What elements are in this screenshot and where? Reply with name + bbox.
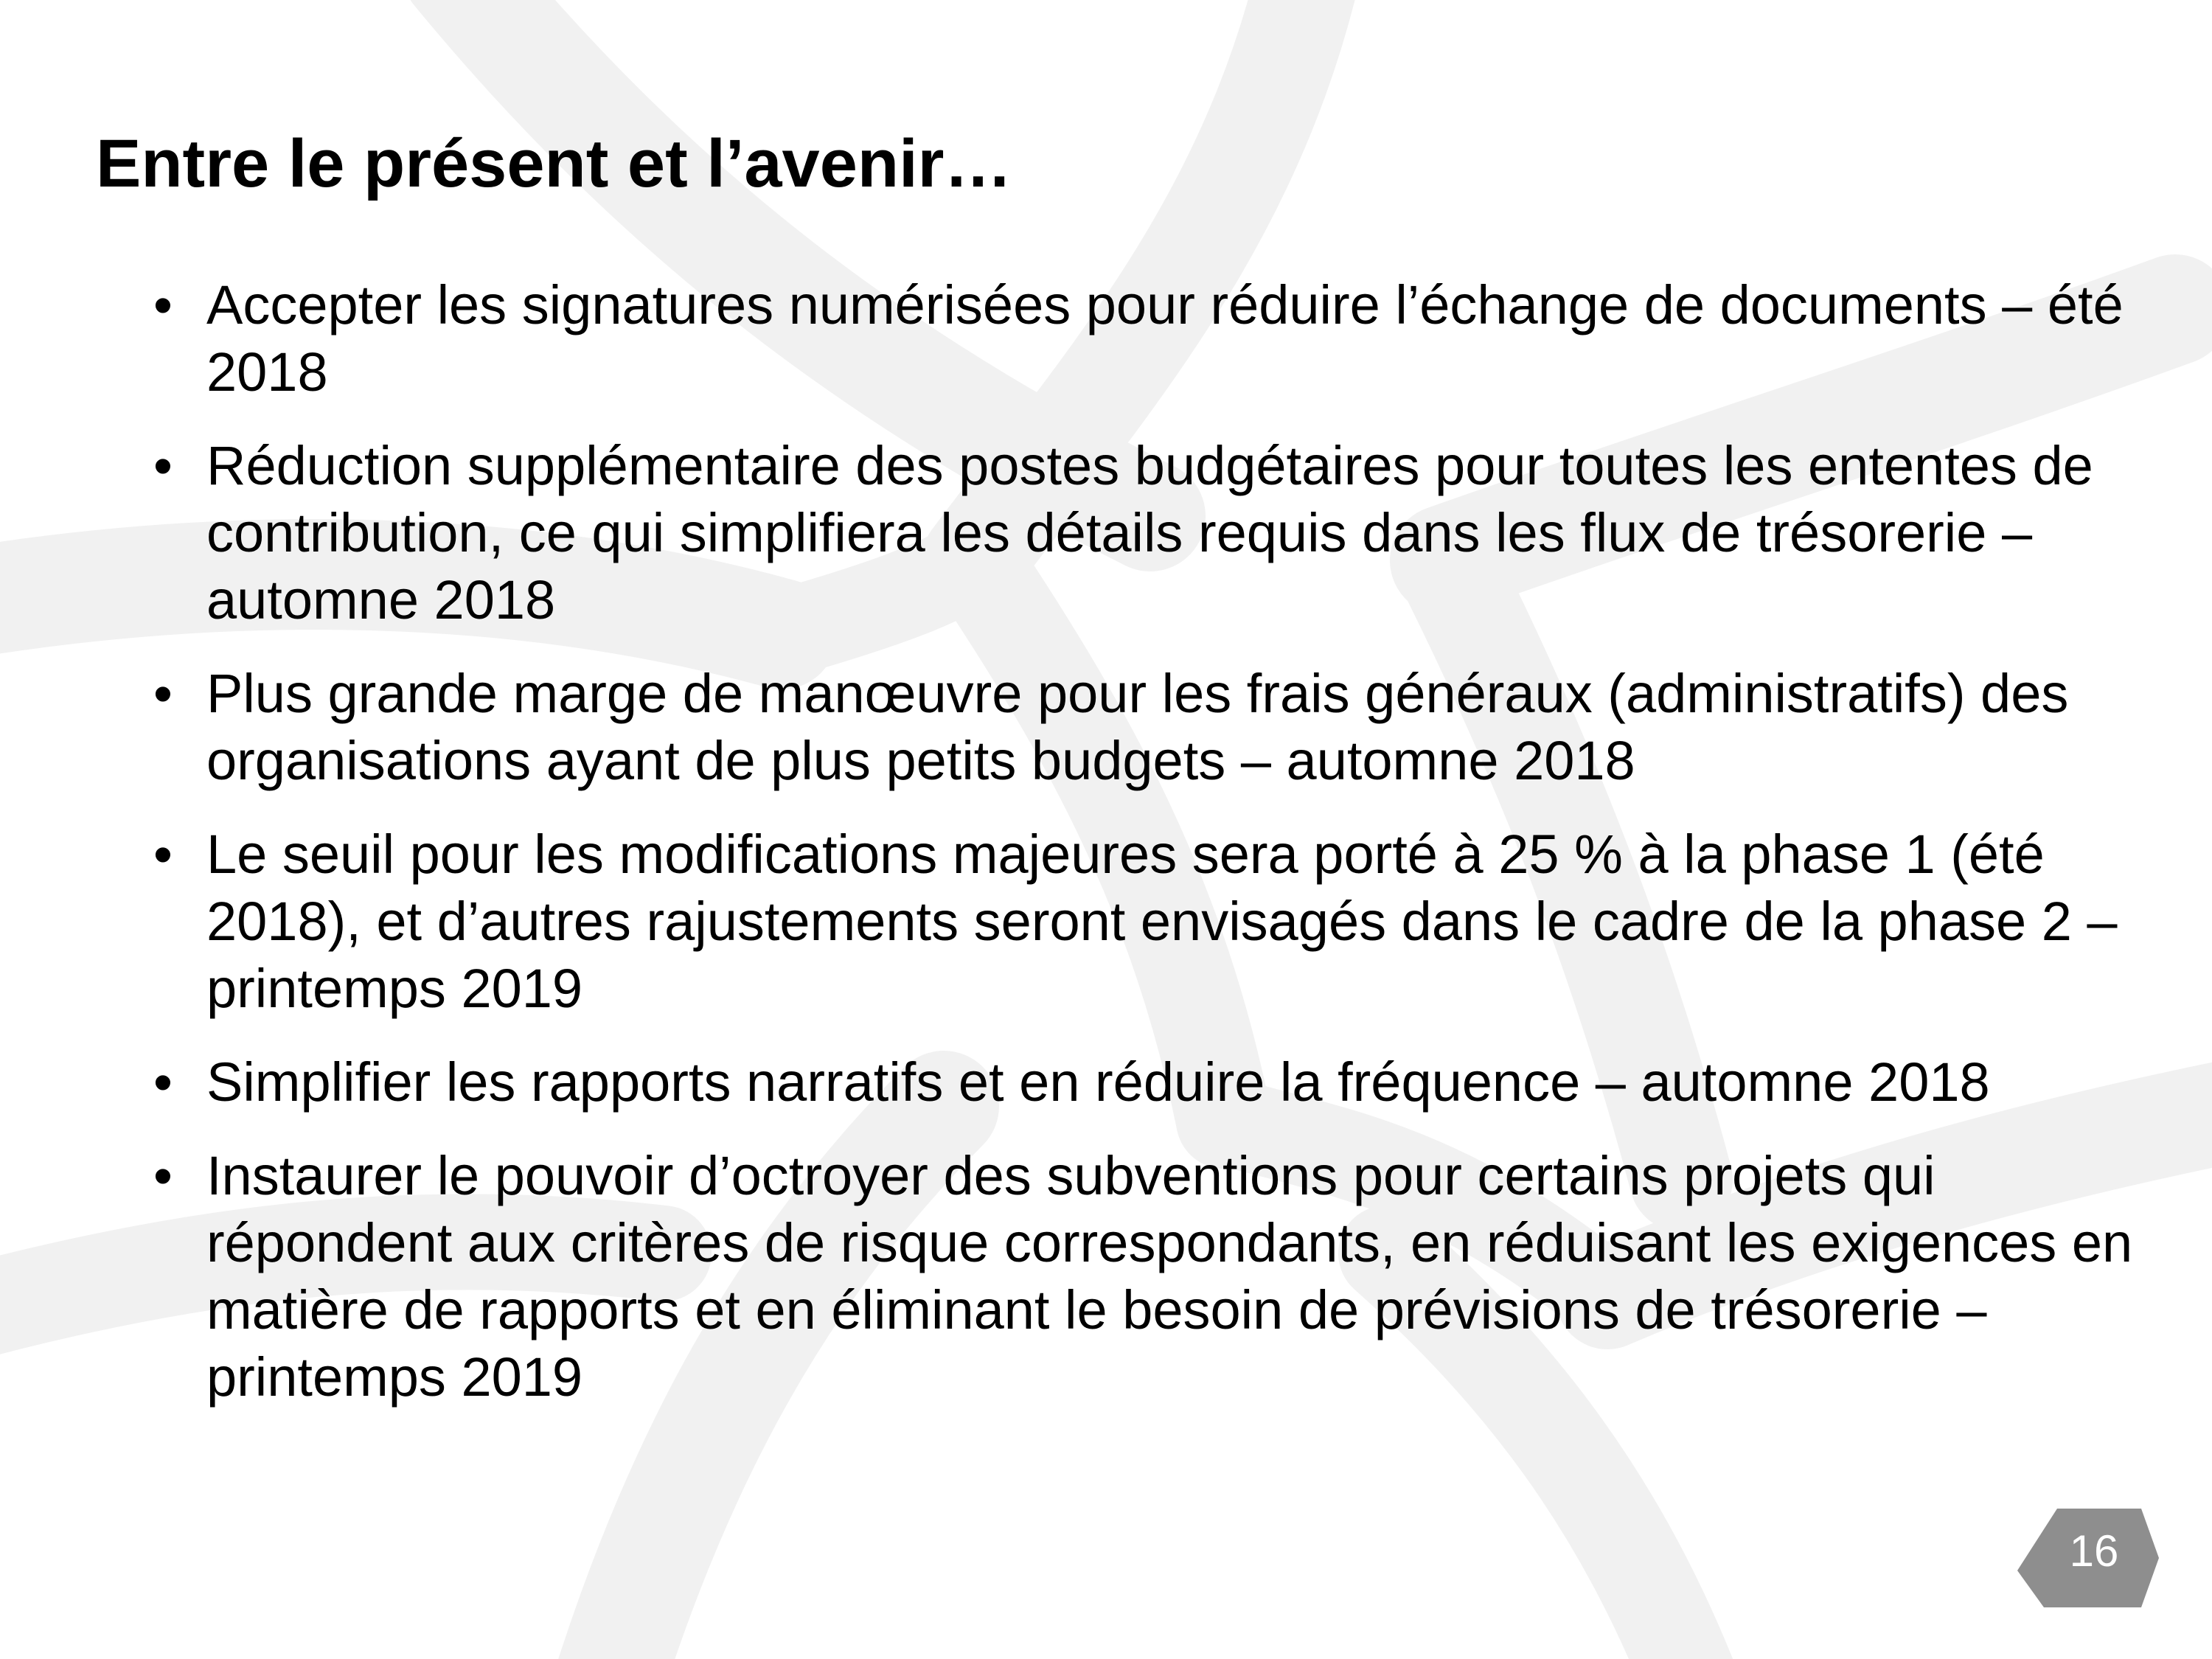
bullet-text: Accepter les signatures numérisées pour réduire l’échange de documents – été 2018	[206, 274, 2124, 403]
bullet-text: Plus grande marge de manœuvre pour les frais généraux (administratifs) des organisations ayant de plus petits budgets – automne 2018	[206, 663, 2069, 791]
list-item	[147, 1048, 2138, 1116]
bullet-icon: •	[153, 663, 173, 724]
bullet-text: Instaurer le pouvoir d’octroyer des subventions pour certains projets qui répondent aux critères de risque correspondants, en réduisant les exigences en matière de rapports et en éliminant le besoin de prévisions de trésorerie – printemps 2019	[206, 1145, 2133, 1408]
list-item	[147, 660, 2138, 794]
page-number: 16	[2069, 1526, 2119, 1576]
bullet-text: Réduction supplémentaire des postes budgétaires pour toutes les ententes de contribution, ce qui simplifiera les détails requis dans les flux de trésorerie – automne 2018	[206, 435, 2093, 630]
list-item	[147, 271, 2138, 406]
list-item	[147, 1142, 2138, 1411]
bullet-icon: •	[153, 1145, 173, 1206]
bullet-text: Simplifier les rapports narratifs et en réduire la fréquence – automne 2018	[206, 1051, 1990, 1113]
list-item	[147, 821, 2138, 1022]
bullet-icon: •	[153, 435, 173, 496]
bullet-icon: •	[153, 274, 173, 335]
bullet-text: Le seuil pour les modifications majeures sera porté à 25 % à la phase 1 (été 2018), et d’autres rajustements seront envisagés dans le cadre de la phase 2 – printemps 2019	[206, 824, 2118, 1019]
slide-title: Entre le présent et l’avenir…	[96, 126, 1012, 201]
bullet-list	[147, 271, 2138, 1437]
bullet-icon: •	[153, 824, 173, 885]
bullet-icon: •	[153, 1051, 173, 1113]
list-item	[147, 432, 2138, 633]
